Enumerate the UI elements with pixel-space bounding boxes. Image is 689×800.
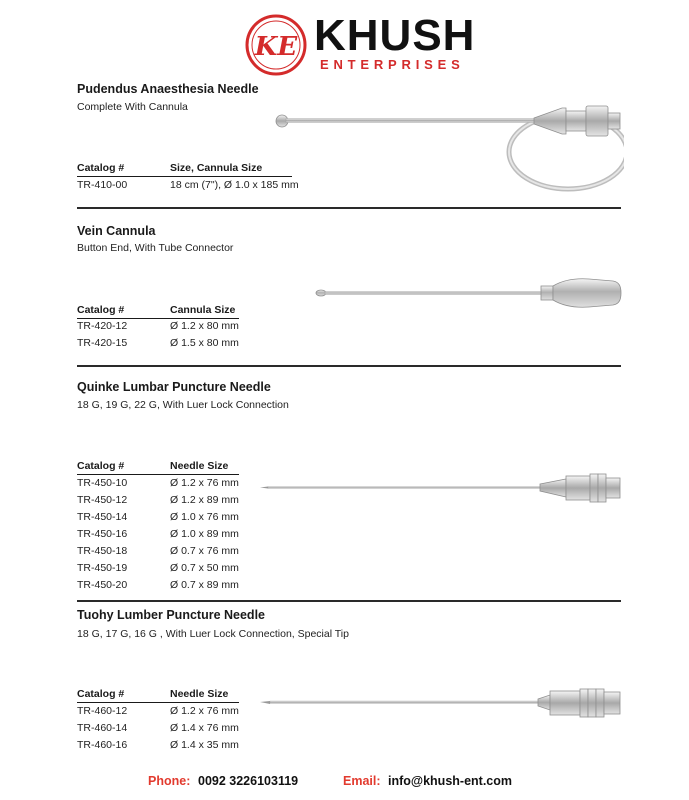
- size-value: Ø 1.0 x 76 mm: [170, 511, 239, 523]
- column-header: Cannula Size: [170, 304, 236, 316]
- quinke-needle-illustration: [258, 470, 625, 506]
- section-subtitle: 18 G, 17 G, 16 G , With Luer Lock Connection, Special Tip: [77, 628, 349, 640]
- size-value: Ø 1.4 x 76 mm: [170, 722, 239, 734]
- section-title: Vein Cannula: [77, 224, 156, 238]
- brand-initials: KE: [254, 32, 298, 62]
- size-value: Ø 1.0 x 89 mm: [170, 528, 239, 540]
- phone-value[interactable]: 0092 3226103119: [198, 774, 299, 788]
- column-header: Catalog #: [77, 162, 125, 174]
- section-subtitle: Complete With Cannula: [77, 101, 188, 113]
- size-value: Ø 1.2 x 80 mm: [170, 320, 239, 332]
- catalog-number: TR-410-00: [77, 179, 128, 191]
- section-subtitle: 18 G, 19 G, 22 G, With Luer Lock Connection: [77, 399, 289, 411]
- size-value: Ø 1.2 x 76 mm: [170, 705, 239, 717]
- size-value: Ø 1.4 x 35 mm: [170, 739, 239, 751]
- catalog-number: TR-460-16: [77, 739, 128, 751]
- section-divider: [77, 365, 621, 367]
- column-header: Catalog #: [77, 688, 125, 700]
- size-value: Ø 0.7 x 76 mm: [170, 545, 239, 557]
- size-value: Ø 1.5 x 80 mm: [170, 337, 239, 349]
- section-title: Tuohy Lumber Puncture Needle: [77, 608, 265, 622]
- vein-cannula-illustration: [305, 276, 623, 312]
- email-value[interactable]: info@khush-ent.com: [388, 774, 512, 788]
- phone-label: Phone:: [148, 774, 191, 788]
- brand-logo-icon: [245, 14, 307, 76]
- section-title: Pudendus Anaesthesia Needle: [77, 82, 259, 96]
- brand-tagline: ENTERPRISES: [320, 57, 465, 72]
- column-header: Needle Size: [170, 460, 229, 472]
- size-value: Ø 0.7 x 89 mm: [170, 579, 239, 591]
- column-header: Needle Size: [170, 688, 229, 700]
- column-header: Size, Cannula Size: [170, 162, 263, 174]
- email-label: Email:: [343, 774, 381, 788]
- brand-name: KHUSH: [314, 11, 476, 60]
- catalog-number: TR-450-20: [77, 579, 128, 591]
- pudendus-needle-illustration: [272, 92, 624, 198]
- tuohy-needle-illustration: [258, 686, 625, 722]
- contact-footer: [0, 774, 689, 792]
- column-header: Catalog #: [77, 304, 125, 316]
- catalog-number: TR-420-15: [77, 337, 128, 349]
- catalog-number: TR-450-19: [77, 562, 128, 574]
- catalog-number: TR-450-14: [77, 511, 128, 523]
- catalog-number: TR-450-18: [77, 545, 128, 557]
- size-value: 18 cm (7"), Ø 1.0 x 185 mm: [170, 179, 299, 191]
- section-subtitle: Button End, With Tube Connector: [77, 242, 234, 254]
- column-header: Catalog #: [77, 460, 125, 472]
- size-value: Ø 1.2 x 89 mm: [170, 494, 239, 506]
- section-title: Quinke Lumbar Puncture Needle: [77, 380, 271, 394]
- catalog-number: TR-460-14: [77, 722, 128, 734]
- section-divider: [77, 207, 621, 209]
- catalog-number: TR-460-12: [77, 705, 128, 717]
- catalog-number: TR-450-12: [77, 494, 128, 506]
- catalog-number: TR-450-10: [77, 477, 128, 489]
- catalog-number: TR-420-12: [77, 320, 128, 332]
- catalog-number: TR-450-16: [77, 528, 128, 540]
- size-value: Ø 0.7 x 50 mm: [170, 562, 239, 574]
- section-divider: [77, 600, 621, 602]
- size-value: Ø 1.2 x 76 mm: [170, 477, 239, 489]
